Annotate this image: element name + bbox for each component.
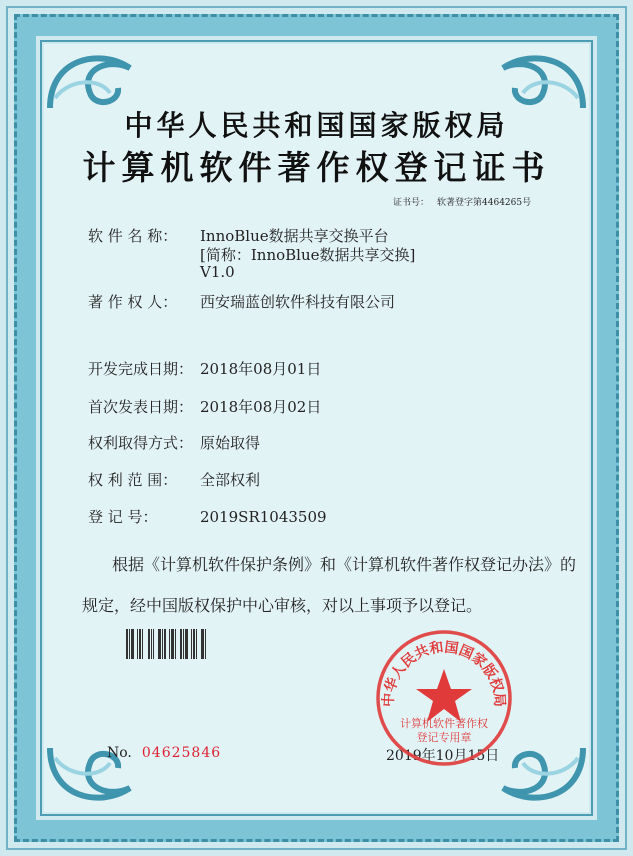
barcode-bar	[177, 629, 179, 659]
field-label: 首次发表日期：	[88, 398, 194, 416]
seal-star-icon	[416, 669, 472, 722]
barcode-bar	[169, 629, 170, 659]
field-publication-date	[88, 396, 321, 417]
field-label: 著 作 权 人：	[88, 293, 178, 311]
field-value: 2018年08月02日	[200, 398, 322, 416]
barcode-bar	[191, 629, 192, 659]
barcode-bar	[144, 629, 147, 659]
field-registration-number	[88, 506, 327, 527]
barcode-bar	[137, 629, 138, 659]
barcode-bar	[175, 629, 176, 659]
field-rights-scope	[88, 469, 260, 490]
barcode	[126, 629, 210, 659]
certificate-number	[393, 195, 531, 208]
field-software-version: V1.0	[200, 263, 235, 281]
barcode-bar	[196, 629, 197, 659]
barcode-bar	[153, 629, 154, 659]
field-label: 权利取得方式：	[88, 434, 194, 452]
statement-line-2: 规定，经中国版权保护中心审核，对以上事项予以登记。	[82, 596, 483, 615]
barcode-bar	[171, 629, 174, 659]
certificate-number-label: 证书号：	[393, 198, 430, 208]
barcode-bar	[183, 629, 184, 659]
barcode-bar	[180, 629, 182, 659]
field-label: 软 件 名 称：	[88, 227, 178, 245]
barcode-bar	[151, 629, 152, 659]
official-seal-stamp	[373, 627, 515, 769]
barcode-bar	[193, 629, 195, 659]
barcode-bar	[158, 629, 161, 659]
barcode-bar	[131, 629, 134, 659]
barcode-bar	[139, 629, 141, 659]
issue-date: 2019年10月15日	[386, 748, 500, 764]
field-label: 登 记 号：	[88, 508, 158, 526]
barcode-bar	[167, 629, 168, 659]
field-value: 全部权利	[200, 471, 261, 489]
barcode-bar	[155, 629, 157, 659]
field-software-name	[88, 225, 389, 246]
certificate-number-value: 软著登字第4464265号	[437, 198, 532, 208]
field-copyright-owner	[88, 291, 395, 312]
field-software-short-name: [简称：InnoBlue数据共享交换]	[200, 246, 416, 264]
field-label: 权 利 范 围：	[88, 471, 178, 489]
field-value: InnoBlue数据共享交换平台	[200, 227, 389, 245]
field-value: 原始取得	[200, 434, 261, 452]
issuer-title: 中华人民共和国国家版权局	[124, 109, 509, 142]
field-label: 开发完成日期：	[88, 360, 194, 378]
barcode-bar	[189, 629, 190, 659]
seal-ring-text: 中华人民共和国国家版权局	[380, 639, 508, 708]
seal-inner-line-1: 计算机软件著作权	[400, 717, 488, 730]
statement-line-1: 根据《计算机软件保护条例》和《计算机软件著作权登记办法》的	[112, 555, 577, 574]
barcode-bar	[198, 629, 200, 659]
barcode-bar	[129, 629, 130, 659]
field-value: 2018年08月01日	[200, 360, 322, 378]
barcode-bar	[164, 629, 166, 659]
field-value: 2019SR1043509	[200, 508, 327, 526]
serial-number-value: 04625846	[141, 745, 222, 761]
barcode-bar	[148, 629, 150, 659]
barcode-bar	[135, 629, 136, 659]
serial-number	[107, 745, 221, 761]
barcode-bar	[205, 629, 206, 659]
barcode-bar	[201, 629, 204, 659]
seal-inner-line-2: 登记专用章	[416, 731, 472, 744]
certificate-title: 计算机软件著作权登记证书	[82, 148, 551, 187]
barcode-bar	[142, 629, 143, 659]
field-value: 西安瑞蓝创软件科技有限公司	[200, 293, 396, 311]
barcode-bar	[162, 629, 163, 659]
barcode-bar	[185, 629, 188, 659]
field-development-date	[88, 358, 321, 379]
field-acquisition-method	[88, 432, 260, 453]
serial-number-label: No.	[107, 745, 132, 761]
barcode-bar	[126, 629, 128, 659]
